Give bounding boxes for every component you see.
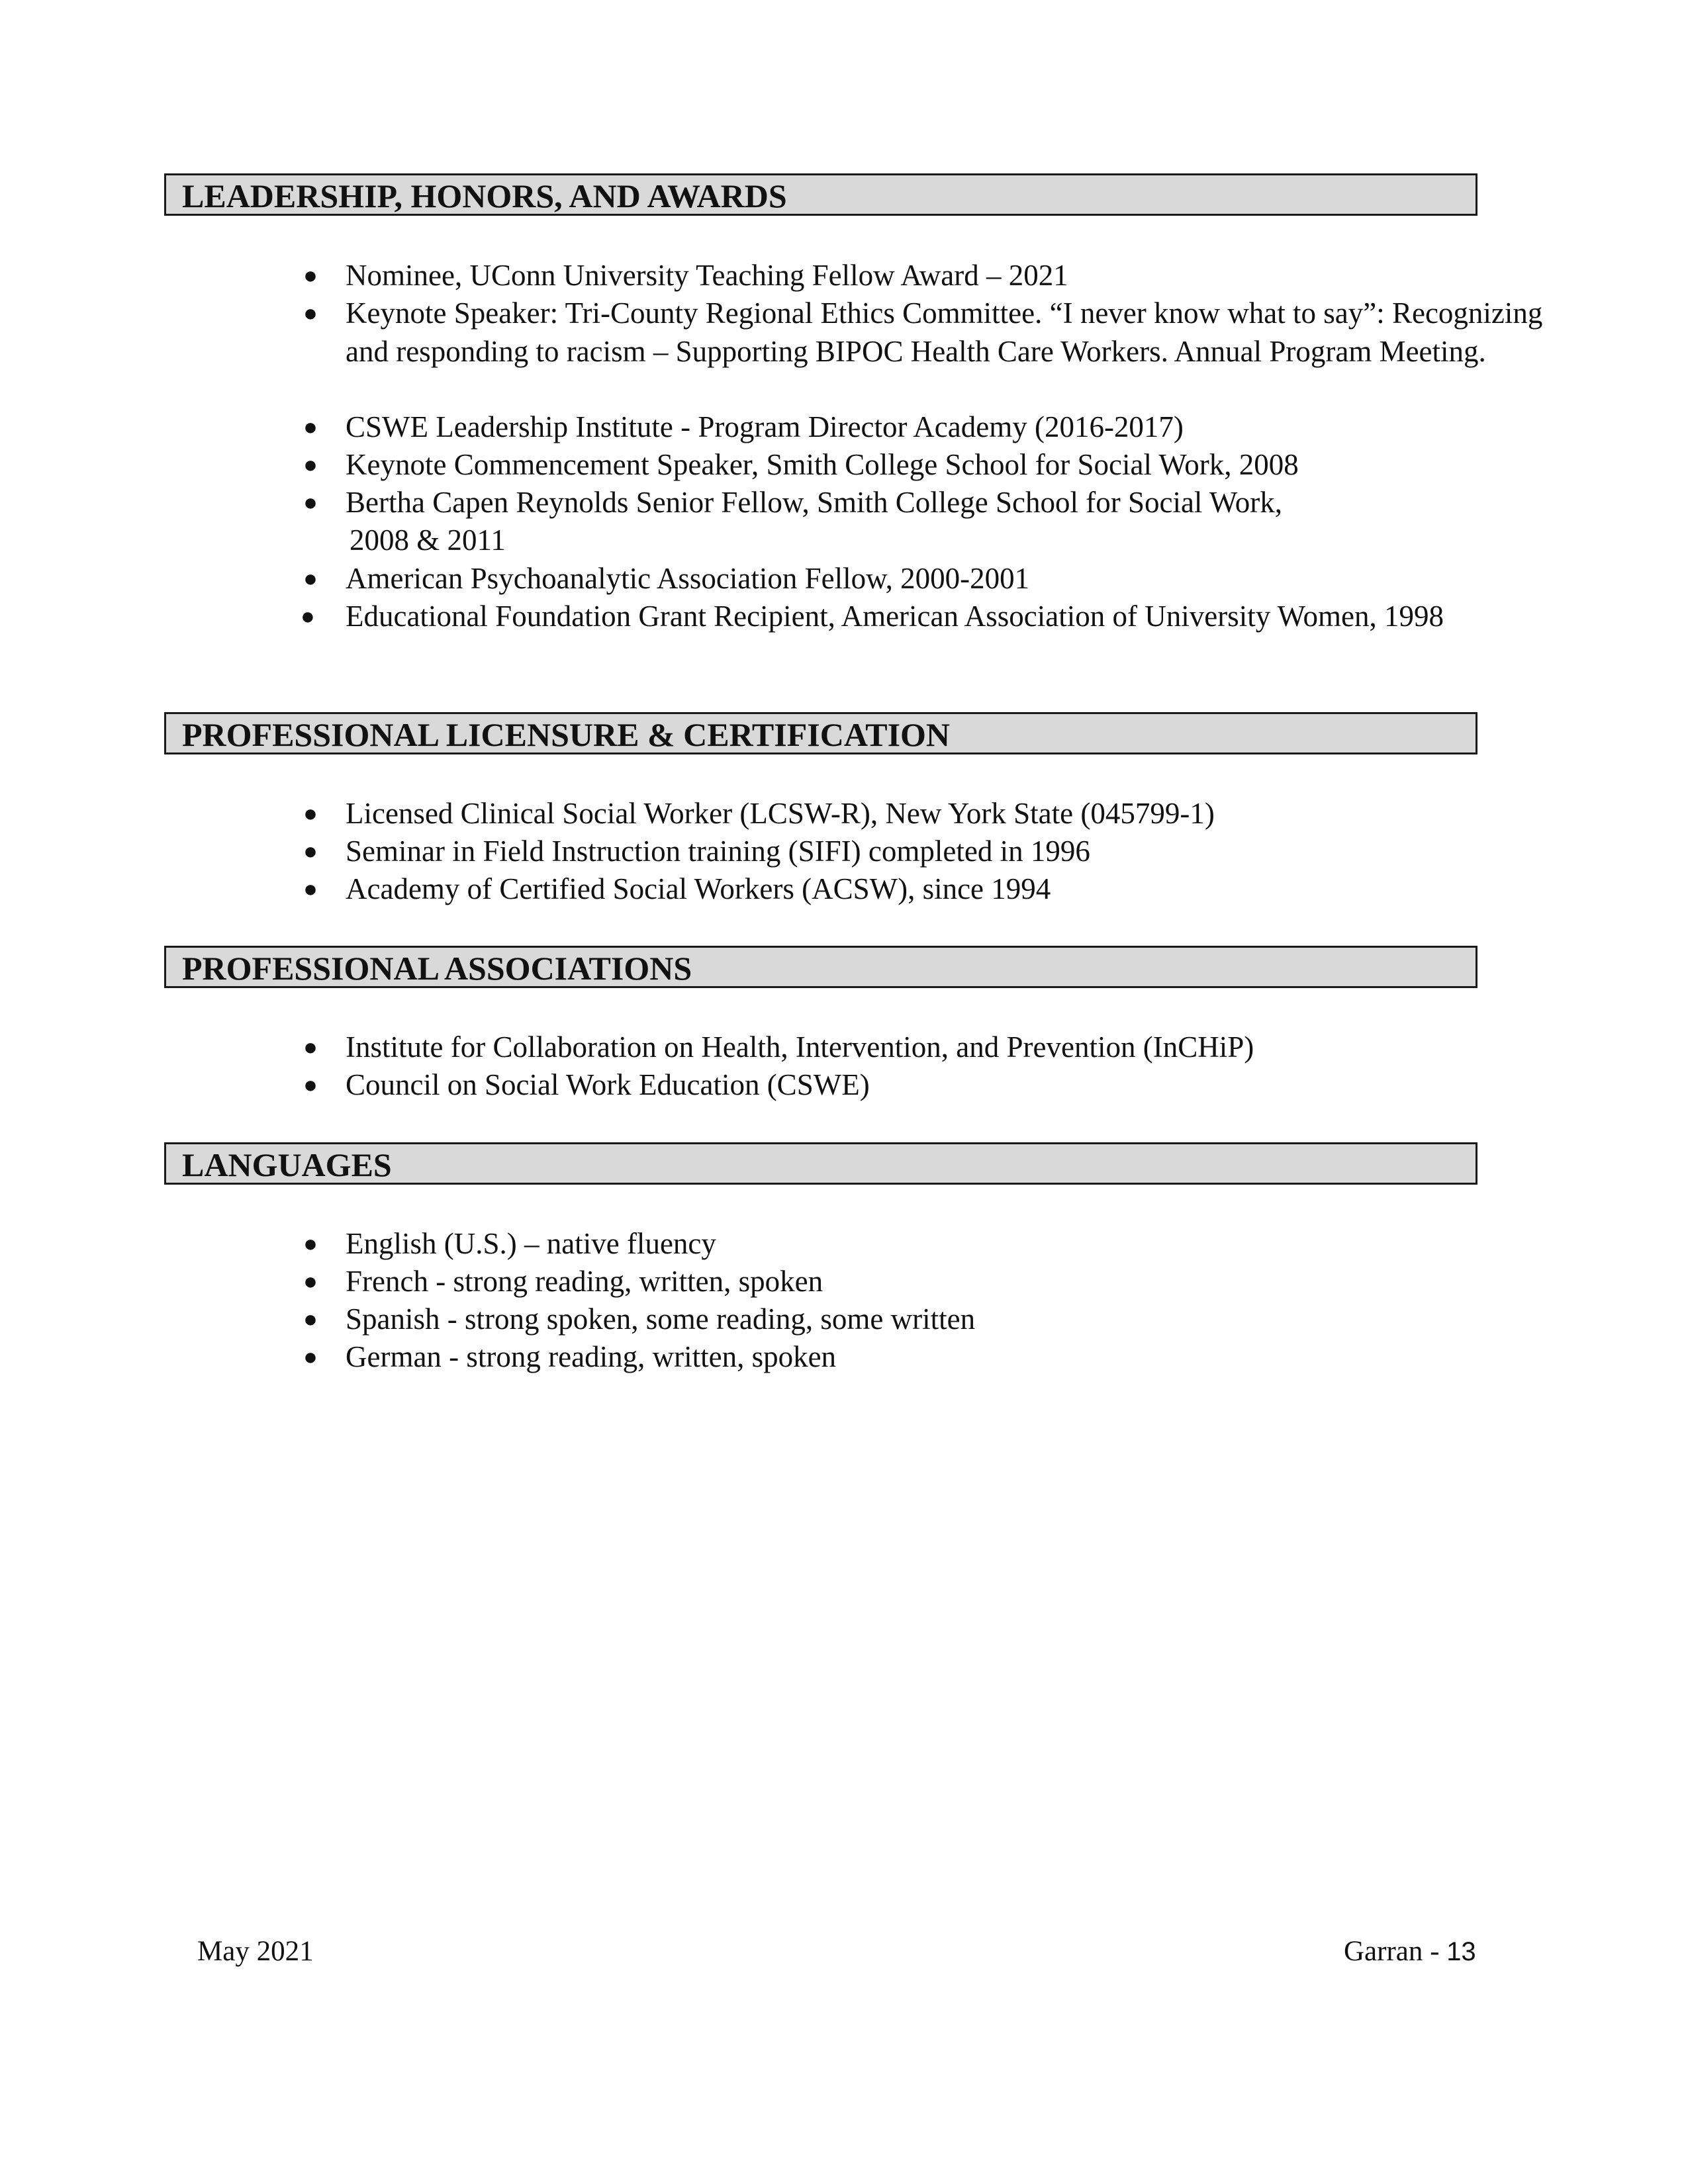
list-item: ● American Psychoanalytic Association Fellow, 2000-2001 — [346, 560, 1557, 598]
footer-author: Garran - — [1344, 1936, 1447, 1967]
footer-date: May 2021 — [197, 1936, 314, 1967]
bullet-icon: ● — [303, 838, 318, 864]
list-item: ● Council on Social Work Education (CSWE) — [346, 1066, 1557, 1105]
list-item: ● English (U.S.) – native fluency — [346, 1225, 1557, 1263]
footer-page-label — [1344, 1935, 1476, 1968]
bullet-icon: ● — [303, 1343, 318, 1370]
list-item: ● Academy of Certified Social Workers (ACSW), since 1994 — [346, 870, 1557, 909]
section-header-licensure: PROFESSIONAL LICENSURE & CERTIFICATION — [164, 712, 1477, 754]
bullet-icon: ● — [303, 451, 318, 478]
bullet-icon: ● — [303, 1230, 318, 1257]
list-item: ● French - strong reading, written, spoken — [346, 1263, 1557, 1301]
list-item: ● CSWE Leadership Institute - Program Director Academy (2016-2017) — [346, 408, 1557, 447]
bullet-icon: ● — [303, 1268, 318, 1295]
section-header-associations: PROFESSIONAL ASSOCIATIONS — [164, 946, 1477, 988]
bullet-icon: ● — [303, 1034, 318, 1060]
list-item: ● Institute for Collaboration on Health, Intervention, and Prevention (InCHiP) — [346, 1028, 1557, 1067]
list-item: ● Keynote Speaker: Tri-County Regional Ethics Committee. “I never know what to say”: Recognizing and responding to racism – Supporting BIPOC Health Care Workers. Annual Program Meeting. — [346, 295, 1557, 371]
bullet-icon: ● — [303, 1071, 318, 1098]
section-header-languages: LANGUAGES — [164, 1142, 1477, 1185]
bullet-icon: ● — [303, 1306, 318, 1332]
list-item: ● German - strong reading, written, spoken — [346, 1338, 1557, 1377]
bullet-icon: ● — [303, 262, 318, 289]
list-item: ● Keynote Commencement Speaker, Smith College School for Social Work, 2008 — [346, 446, 1557, 484]
list-item: ● Educational Foundation Grant Recipient, American Association of University Women, 1998 — [346, 598, 1564, 636]
bullet-icon: ● — [303, 565, 318, 592]
bullet-icon: ● — [303, 300, 318, 326]
bullet-icon: ● — [303, 489, 318, 516]
list-item-continuation: 2008 & 2011 — [350, 523, 506, 557]
bullet-icon: ● — [303, 414, 318, 440]
bullet-icon: ● — [303, 876, 318, 902]
list-item: ● Licensed Clinical Social Worker (LCSW-R), New York State (045799-1) — [346, 795, 1557, 833]
list-item: ● Nominee, UConn University Teaching Fellow Award – 2021 — [346, 257, 1557, 295]
list-item: ● Bertha Capen Reynolds Senior Fellow, Smith College School for Social Work, — [346, 484, 1557, 522]
list-item: ● Seminar in Field Instruction training (SIFI) completed in 1996 — [346, 833, 1557, 871]
list-item: ● Spanish - strong spoken, some reading, some written — [346, 1300, 1557, 1339]
bullet-icon: ● — [301, 603, 315, 629]
section-header-leadership: LEADERSHIP, HONORS, AND AWARDS — [164, 173, 1477, 216]
bullet-icon: ● — [303, 800, 318, 827]
page-number: 13 — [1446, 1937, 1476, 1966]
